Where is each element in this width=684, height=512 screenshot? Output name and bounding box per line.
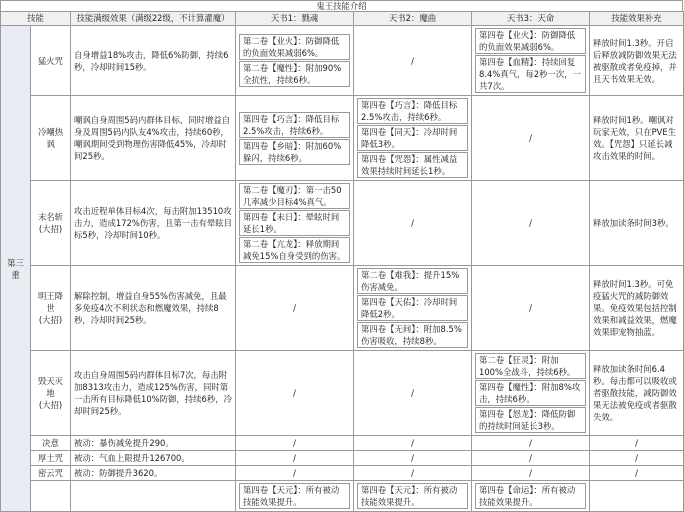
book3-cell xyxy=(472,481,590,512)
book2-cell xyxy=(354,351,472,436)
skill-row xyxy=(1,351,684,436)
skill-row xyxy=(1,466,684,481)
book3-none: / xyxy=(529,133,532,143)
skill-row xyxy=(1,26,684,96)
book1-effect: 第四卷【天元】：所有被动技能效果提升。 xyxy=(239,483,350,509)
book1-effect: 第四卷【巧言】：降低目标2.5%攻击，持续6秒。 xyxy=(239,112,350,138)
book3-effect: 第四卷【命运】：所有被动技能效果提升。 xyxy=(475,483,586,509)
skill-effect: 被动：防御提升3620。 xyxy=(71,466,236,481)
skill-table xyxy=(0,11,684,512)
skill-extra: 释放加读条时间3秒。 xyxy=(590,181,684,266)
book3-effect: 第四卷【业火】：防御降低的负面效果减弱6%。 xyxy=(475,28,586,54)
skill-name xyxy=(31,481,71,512)
book2-effect: 第四卷【咒怨】：属性减益效果持续时间延长1秒。 xyxy=(357,152,468,178)
book2-cell xyxy=(354,466,472,481)
skill-effect: 自身增益18%攻击，降低6%防御，持续6秒，冷却时间15秒。 xyxy=(71,26,236,96)
book1-cell xyxy=(236,26,354,96)
book1-cell xyxy=(236,266,354,351)
skill-extra: 释放加读条时间6.4秒。每击都可以吸收或者驱散技能，减防御效果无法被免疫或者驱散失效。 xyxy=(590,351,684,436)
header-effect: 技能满级效果（满级22级，不计算灌魔） xyxy=(71,12,236,26)
skill-extra: 释放时间1.3秒。可免疫猛火咒的减防御效果。免疫效果包括控制效果和减益效果，燃魔效果即宠物抽蓝。 xyxy=(590,266,684,351)
skill-effect: 被动：暴伤减免提升290。 xyxy=(71,436,236,451)
book1-cell xyxy=(236,466,354,481)
skill-name: 猛火咒 xyxy=(31,26,71,96)
book3-cell xyxy=(472,436,590,451)
book3-cell xyxy=(472,96,590,181)
book3-none: / xyxy=(529,438,532,448)
book1-cell xyxy=(236,451,354,466)
book2-none: / xyxy=(411,438,414,448)
skill-extra: / xyxy=(590,466,684,481)
book2-effect: 第四卷【天佑】：冷却时间降低2秒。 xyxy=(357,295,468,321)
book1-none: / xyxy=(293,388,296,398)
skill-extra: 释放时间1秒。嘲讽对玩家无效，只在PVE生效。【咒怨】只延长减攻击效果的时间。 xyxy=(590,96,684,181)
skill-name: 密云咒 xyxy=(31,466,71,481)
skill-row xyxy=(1,481,684,512)
book3-none: / xyxy=(529,303,532,313)
header-book1: 天书1：戮魂 xyxy=(236,12,354,26)
skill-effect: 攻击自身周围5码内群体目标7次，每击附加8313攻击力，造成125%伤害，同时第一击所有目标降低10%防御，持续6秒，冷却时间25秒。 xyxy=(71,351,236,436)
skill-effect: 解除控制，增益自身55%伤害减免，且最多免疫4次不利状态和燃魔效果，持续8秒，冷却时间25秒。 xyxy=(71,266,236,351)
book2-cell xyxy=(354,451,472,466)
book1-effect: 第二卷【业火】：防御降低的负面效果减弱6%。 xyxy=(239,34,350,60)
book2-none: / xyxy=(411,55,414,66)
skill-row xyxy=(1,436,684,451)
book3-cell xyxy=(472,451,590,466)
skill-name: 明王降世 (大招) xyxy=(31,266,71,351)
book1-cell xyxy=(236,181,354,266)
book1-none: / xyxy=(293,438,296,448)
skill-extra: 释放时间1.3秒。开启后释放减防御效果无法被驱散或者免疫掉，并且天书效果无效。 xyxy=(590,26,684,96)
book2-none: / xyxy=(411,388,414,398)
book2-effect: 第四卷【巧言】：降低目标2.5%攻击，持续6秒。 xyxy=(357,98,468,124)
book3-effect: 第二卷【狂灵】：附加100%全战斗，持续6秒。 xyxy=(475,353,586,379)
book1-effect: 第二卷【魔性】：附加90%全抗性，持续6秒。 xyxy=(239,61,350,87)
book2-effect: 第四卷【同天】：冷却时间降低3秒。 xyxy=(357,125,468,151)
book2-cell xyxy=(354,436,472,451)
book1-cell xyxy=(236,436,354,451)
header-book3: 天书3：天命 xyxy=(472,12,590,26)
book3-cell xyxy=(472,26,590,96)
book1-effect: 第四卷【末日】：晕眩时间延长1秒。 xyxy=(239,210,350,236)
book1-effect: 第二卷【亢龙】：释放期间减免15%自身受到的伤害。 xyxy=(239,237,350,263)
skill-effect: 攻击近程单体目标4次，每击附加13510攻击力，造成172%伤害，且第一击有晕眩目标5秒，冷却时间10秒。 xyxy=(71,181,236,266)
skill-row xyxy=(1,181,684,266)
skill-effect: 嘲讽自身周围5码内群体目标，同时增益自身及周围5码内队友4%攻击，持续60秒，嘲讽期间受到物理伤害降低45%，冷却时间25秒。 xyxy=(71,96,236,181)
book2-effect: 第四卷【无间】：附加8.5%伤害吸收，持续8秒。 xyxy=(357,322,468,348)
book2-cell xyxy=(354,96,472,181)
book3-none: / xyxy=(529,218,532,228)
book2-cell xyxy=(354,266,472,351)
skill-extra xyxy=(590,481,684,512)
skill-extra: / xyxy=(590,436,684,451)
book3-none: / xyxy=(529,468,532,478)
book1-cell xyxy=(236,351,354,436)
book3-none: / xyxy=(529,453,532,463)
book1-effect: 第二卷【魔刃】：第一击50几率减少目标4%真气。 xyxy=(239,183,350,209)
book2-none: / xyxy=(411,218,414,228)
skill-name: 决意 xyxy=(31,436,71,451)
skill-effect xyxy=(71,481,236,512)
book3-effect: 第四卷【血精】：持续回复8.4%真气，每2秒一次，一共7次。 xyxy=(475,55,586,93)
tier-label: 第三重 xyxy=(1,26,31,512)
book1-cell xyxy=(236,96,354,181)
book2-none: / xyxy=(411,453,414,463)
skill-row xyxy=(1,96,684,181)
book2-cell xyxy=(354,481,472,512)
skill-row xyxy=(1,266,684,351)
header-extra: 技能效果补充 xyxy=(590,12,684,26)
book2-none: / xyxy=(411,468,414,478)
skill-effect: 被动：气血上限提升126700。 xyxy=(71,451,236,466)
skill-name: 厚土咒 xyxy=(31,451,71,466)
book3-effect: 第四卷【怒龙】：降低防御的持续时间延长3秒。 xyxy=(475,407,586,433)
book1-none: / xyxy=(293,468,296,478)
skill-row xyxy=(1,451,684,466)
skill-name: 末名斩 (大招) xyxy=(31,181,71,266)
sheet-title: 鬼王技能介绍 xyxy=(0,0,683,12)
skill-name: 冷嘲热讽 xyxy=(31,96,71,181)
book2-cell xyxy=(354,26,472,96)
book1-cell xyxy=(236,481,354,512)
book3-cell xyxy=(472,351,590,436)
book1-none: / xyxy=(293,303,296,313)
book1-none: / xyxy=(293,453,296,463)
header-skill: 技能 xyxy=(1,12,71,26)
book1-effect: 第四卷【乡暗】：附加60%躲闪，持续6秒。 xyxy=(239,139,350,165)
book2-effect: 第二卷【难我】：提升15%伤害减免。 xyxy=(357,268,468,294)
skill-extra: / xyxy=(590,451,684,466)
book2-effect: 第四卷【天元】：所有被动技能效果提升。 xyxy=(357,483,468,509)
book3-cell xyxy=(472,266,590,351)
header-book2: 天书2：魔曲 xyxy=(354,12,472,26)
book2-cell xyxy=(354,181,472,266)
book3-cell xyxy=(472,181,590,266)
skill-name: 毁天灭地 (大招) xyxy=(31,351,71,436)
book3-cell xyxy=(472,466,590,481)
header-row xyxy=(1,12,684,26)
book3-effect: 第四卷【魔性】：附加8%攻击，持续6秒。 xyxy=(475,380,586,406)
